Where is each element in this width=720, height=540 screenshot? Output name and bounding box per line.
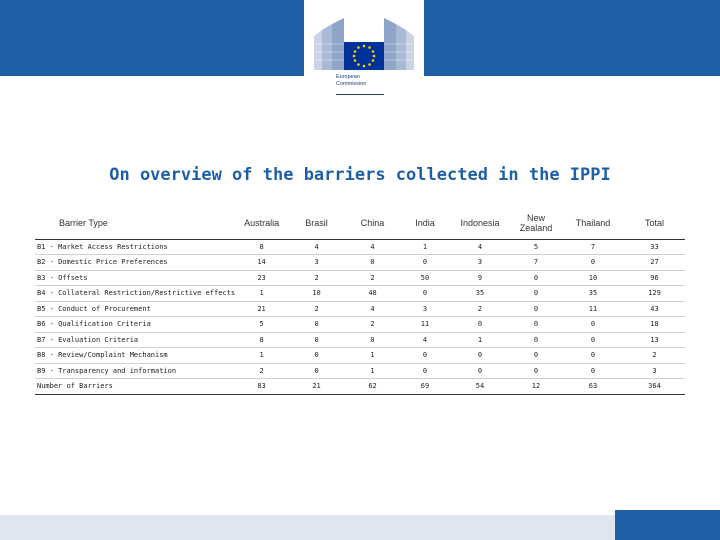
cell-value: 0 xyxy=(450,348,510,364)
table-row xyxy=(35,363,685,379)
cell-value: 0 xyxy=(400,363,450,379)
cell-value: 10 xyxy=(288,286,345,302)
cell-value: 3 xyxy=(288,255,345,271)
cell-value: 62 xyxy=(345,379,400,395)
cell-value: 1 xyxy=(235,348,288,364)
cell-value: 0 xyxy=(288,317,345,333)
row-label: B5 - Conduct of Procurement xyxy=(35,301,235,317)
cell-value: 35 xyxy=(562,286,624,302)
table-header-row xyxy=(35,208,685,239)
cell-value: 48 xyxy=(345,286,400,302)
cell-value: 0 xyxy=(562,317,624,333)
cell-value: 4 xyxy=(345,301,400,317)
table-row xyxy=(35,317,685,333)
cell-value: 43 xyxy=(624,301,685,317)
cell-value: 2 xyxy=(345,270,400,286)
cell-value: 4 xyxy=(288,239,345,255)
ec-building-logo-icon xyxy=(312,12,416,70)
cell-value: 0 xyxy=(510,301,562,317)
header-barrier-type: Barrier Type xyxy=(59,218,108,229)
cell-value: 1 xyxy=(345,348,400,364)
logo-caption-line1: European xyxy=(336,74,360,80)
logo-caption-line2: Commission xyxy=(336,81,367,87)
cell-value: 3 xyxy=(450,255,510,271)
cell-value: 2 xyxy=(288,270,345,286)
cell-value: 21 xyxy=(288,379,345,395)
table-total-row xyxy=(35,379,685,395)
table-row xyxy=(35,239,685,255)
header-thailand: Thailand xyxy=(575,218,611,229)
cell-value: 0 xyxy=(510,270,562,286)
cell-value: 0 xyxy=(562,255,624,271)
cell-value: 21 xyxy=(235,301,288,317)
table-row xyxy=(35,255,685,271)
cell-value: 8 xyxy=(235,239,288,255)
cell-value: 35 xyxy=(450,286,510,302)
header-new-zealand: New Zealand xyxy=(519,213,553,234)
cell-value: 1 xyxy=(235,286,288,302)
cell-value: 50 xyxy=(400,270,450,286)
cell-value: 0 xyxy=(510,317,562,333)
cell-value: 5 xyxy=(235,317,288,333)
header-indonesia: Indonesia xyxy=(460,218,500,229)
cell-value: 0 xyxy=(345,332,400,348)
cell-value: 129 xyxy=(624,286,685,302)
ec-logo-caption xyxy=(336,74,366,88)
cell-value: 0 xyxy=(400,348,450,364)
cell-value: 3 xyxy=(624,363,685,379)
cell-value: 0 xyxy=(562,363,624,379)
cell-value: 69 xyxy=(400,379,450,395)
row-label: B2 - Domestic Price Preferences xyxy=(35,255,235,271)
table-row xyxy=(35,270,685,286)
row-label: B6 - Qualification Criteria xyxy=(35,317,235,333)
cell-value: 1 xyxy=(450,332,510,348)
cell-value: 4 xyxy=(450,239,510,255)
cell-value: 0 xyxy=(288,332,345,348)
cell-value: 0 xyxy=(288,348,345,364)
header-brasil: Brasil xyxy=(305,218,328,229)
footer-tab xyxy=(615,510,720,540)
header-total: Total xyxy=(644,218,664,229)
cell-value: 2 xyxy=(235,363,288,379)
cell-value: 13 xyxy=(624,332,685,348)
cell-value: 63 xyxy=(562,379,624,395)
cell-value: 2 xyxy=(450,301,510,317)
row-label: B1 - Market Access Restrictions xyxy=(35,239,235,255)
cell-value: 96 xyxy=(624,270,685,286)
cell-value: 2 xyxy=(288,301,345,317)
cell-value: 0 xyxy=(400,255,450,271)
row-label: B3 - Offsets xyxy=(35,270,235,286)
cell-value: 54 xyxy=(450,379,510,395)
cell-value: 9 xyxy=(450,270,510,286)
header-india: India xyxy=(415,218,435,229)
cell-value: 83 xyxy=(235,379,288,395)
row-label: Number of Barriers xyxy=(35,379,235,395)
row-label: B7 - Evaluation Criteria xyxy=(35,332,235,348)
table-body xyxy=(35,239,685,394)
row-label: B9 - Transparency and information xyxy=(35,363,235,379)
cell-value: 364 xyxy=(624,379,685,395)
cell-value: 23 xyxy=(235,270,288,286)
header-china: China xyxy=(360,218,385,229)
cell-value: 4 xyxy=(400,332,450,348)
table-row xyxy=(35,332,685,348)
cell-value: 1 xyxy=(400,239,450,255)
cell-value: 3 xyxy=(400,301,450,317)
table-row xyxy=(35,348,685,364)
cell-value: 7 xyxy=(510,255,562,271)
cell-value: 7 xyxy=(562,239,624,255)
cell-value: 0 xyxy=(562,332,624,348)
footer-strip xyxy=(0,515,720,540)
cell-value: 8 xyxy=(235,332,288,348)
cell-value: 5 xyxy=(510,239,562,255)
cell-value: 14 xyxy=(235,255,288,271)
ec-logo xyxy=(304,0,424,100)
logo-rule xyxy=(336,94,384,95)
cell-value: 33 xyxy=(624,239,685,255)
cell-value: 0 xyxy=(562,348,624,364)
cell-value: 0 xyxy=(510,332,562,348)
cell-value: 0 xyxy=(510,363,562,379)
table-row xyxy=(35,301,685,317)
cell-value: 0 xyxy=(450,317,510,333)
cell-value: 18 xyxy=(624,317,685,333)
cell-value: 4 xyxy=(345,239,400,255)
cell-value: 0 xyxy=(450,363,510,379)
cell-value: 27 xyxy=(624,255,685,271)
cell-value: 1 xyxy=(345,363,400,379)
cell-value: 12 xyxy=(510,379,562,395)
row-label: B4 - Collateral Restriction/Restrictive effects xyxy=(35,286,235,302)
cell-value: 0 xyxy=(400,286,450,302)
header-australia: Australia xyxy=(244,218,280,229)
cell-value: 2 xyxy=(345,317,400,333)
barriers-table xyxy=(35,208,685,395)
row-label: B8 - Review/Complaint Mechanism xyxy=(35,348,235,364)
cell-value: 0 xyxy=(510,286,562,302)
cell-value: 10 xyxy=(562,270,624,286)
cell-value: 0 xyxy=(288,363,345,379)
cell-value: 0 xyxy=(510,348,562,364)
cell-value: 11 xyxy=(562,301,624,317)
cell-value: 11 xyxy=(400,317,450,333)
cell-value: 0 xyxy=(345,255,400,271)
cell-value: 2 xyxy=(624,348,685,364)
page-title: On overview of the barriers collected in the IPPI xyxy=(109,165,611,185)
table-row xyxy=(35,286,685,302)
